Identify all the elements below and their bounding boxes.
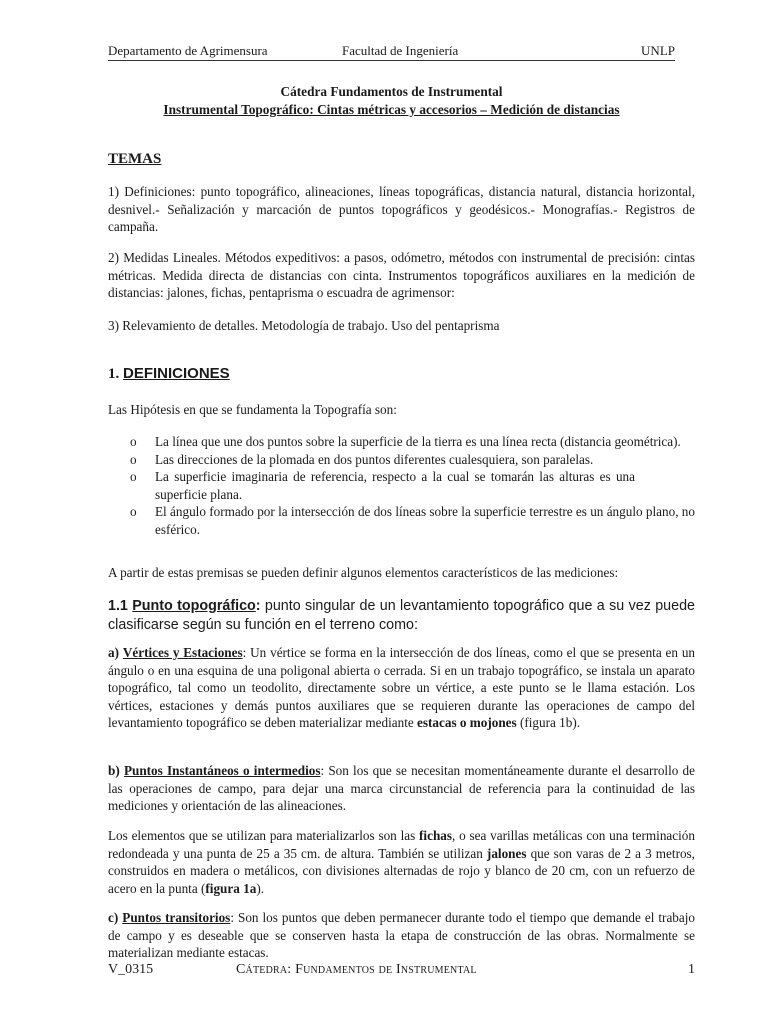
header-university: UNLP bbox=[641, 43, 675, 58]
paragraph-bold: jalones bbox=[486, 845, 527, 861]
paragraph-text: : Un vértice se forma en la intersección de dos líneas, como el que se presenta en un ángulo o en una esquina de una poligonal abierta o cerrada. Si en un trabajo topográfico, se instala un aparato topográfico, tal como un teodolito, directamente sobre un vértice, a este punto se le llama estación. Los vértices, estaciones y demás puntos auxiliares que se requieren durante las operaciones de campo del levantamiento topográfico se deben materializar mediante bbox=[108, 645, 696, 730]
premises-paragraph: A partir de estas premisas se pueden definir algunos elementos característicos de las mediciones: bbox=[108, 565, 619, 580]
paragraph-label: a) bbox=[108, 645, 119, 660]
header-department: Departamento de Agrimensura bbox=[108, 43, 268, 58]
document-title bbox=[108, 83, 675, 119]
bullet-marker: o bbox=[130, 504, 137, 519]
title-line-1: Cátedra Fundamentos de Instrumental bbox=[280, 84, 503, 99]
footer-course: Cátedra: Fundamentos de Instrumental bbox=[236, 962, 477, 977]
list-item-text: El ángulo formado por la intersección de dos líneas sobre la superficie terrestre es un ángulo plano, no esférico. bbox=[155, 504, 695, 537]
section-1-title: DEFINICIONES bbox=[123, 365, 230, 382]
title-line-2: Instrumental Topográfico: Cintas métricas y accesorios – Medición de distancias bbox=[163, 102, 620, 117]
temas-item-1: 1) Definiciones: punto topográfico, alineaciones, líneas topográficas, distancia natural, distancia horizontal, desnivel.- Señalización y marcación de puntos topográficos y geodésicos.- Monografías.- Registros de campaña. bbox=[108, 184, 695, 234]
section-1-number: 1. bbox=[108, 366, 120, 382]
footer-version: V_0315 bbox=[108, 962, 154, 977]
subsection-number: 1.1 bbox=[108, 598, 128, 614]
list-item bbox=[108, 503, 695, 538]
temas-item-3: 3) Relevamiento de detalles. Metodología de trabajo. Uso del pentaprisma bbox=[108, 318, 500, 333]
paragraph-label: c) bbox=[108, 910, 119, 925]
subsection-colon: : bbox=[255, 598, 261, 614]
paragraph-text: que son varas de 2 a 3 metros, construidos en madera o metálicos, con divisiones alternadas de rojo y blanco de 20 cm, con un refuerzo de acero en la punta ( bbox=[108, 845, 695, 896]
section-1-heading bbox=[108, 365, 695, 384]
subsection-text: punto singular de un levantamiento topográfico que a su vez puede clasificarse según su función en el terreno como: bbox=[108, 598, 695, 633]
hypotheses-list bbox=[108, 433, 695, 538]
subsection-term: Punto topográfico bbox=[132, 598, 256, 614]
temas-heading bbox=[108, 150, 695, 169]
temas-heading-text: TEMAS bbox=[108, 151, 162, 167]
subsection-1-1 bbox=[108, 597, 695, 635]
bullet-marker: o bbox=[130, 451, 137, 467]
bullet-marker: o bbox=[130, 469, 137, 484]
list-item-text: Las direcciones de la plomada en dos puntos diferentes cualesquiera, son paralelas. bbox=[155, 451, 594, 467]
paragraph-term: Puntos transitorios bbox=[122, 910, 231, 925]
temas-item-2: 2) Medidas Lineales. Métodos expeditivos: a pasos, odómetro, métodos con instrumental de precisión: cintas métricas. Medida directa de distancias con cinta. Instrumentos topográficos auxiliares en la medición de distancias: jalones, fichas, pentaprisma o escuadra de agrimensor: bbox=[108, 250, 695, 300]
bullet-marker: o bbox=[130, 434, 137, 449]
paragraph-text: ). bbox=[256, 880, 265, 896]
page-footer bbox=[108, 962, 695, 982]
paragraph-text-end: (figura 1b). bbox=[516, 715, 581, 730]
paragraph-text: , o sea varillas metálicas con una terminación redondeada y una punta de 25 a 35 cm. de altura. También se utilizan bbox=[108, 828, 695, 861]
list-item bbox=[108, 433, 695, 451]
list-item bbox=[108, 468, 695, 503]
paragraph-vertices bbox=[108, 644, 695, 732]
paragraph-bold: figura 1a bbox=[205, 880, 257, 896]
page-header bbox=[108, 42, 675, 61]
list-item-text: La superficie imaginaria de referencia, respecto a la cual se tomarán las alturas es una superficie plana. bbox=[155, 469, 635, 502]
paragraph-text: Los elementos que se utilizan para materializarlos son las bbox=[108, 828, 420, 843]
list-item-text: La línea que une dos puntos sobre la superficie de la tierra es una línea recta (distancia geométrica). bbox=[155, 434, 681, 449]
paragraph-transitory-points bbox=[108, 909, 695, 962]
paragraph-text: : Son los puntos que deben permanecer durante todo el tiempo que demande el trabajo de campo y es deseable que se conserven hasta la etapa de construcción de las obras. Normalmente se materializan mediante estacas. bbox=[108, 910, 696, 960]
list-item bbox=[108, 451, 695, 469]
paragraph-label: b) bbox=[108, 763, 120, 778]
paragraph-bold: estacas o mojones bbox=[417, 715, 517, 730]
header-faculty: Facultad de Ingeniería bbox=[342, 43, 459, 58]
paragraph-term: Vértices y Estaciones bbox=[122, 645, 243, 660]
paragraph-text: : Son los que se necesitan momentáneamente durante el desarrollo de las operaciones de campo, para dejar una marca circunstancial de referencia para la continuidad de las mediciones y orientación de las alineaciones. bbox=[108, 763, 695, 813]
hypotheses-intro: Las Hipótesis en que se fundamenta la Topografía son: bbox=[108, 402, 397, 417]
paragraph-bold: fichas bbox=[419, 828, 452, 843]
footer-page-number: 1 bbox=[688, 962, 695, 977]
paragraph-term: Puntos Instantáneos o intermedios bbox=[123, 763, 321, 778]
paragraph-fichas bbox=[108, 827, 695, 897]
paragraph-instant-points bbox=[108, 762, 695, 815]
